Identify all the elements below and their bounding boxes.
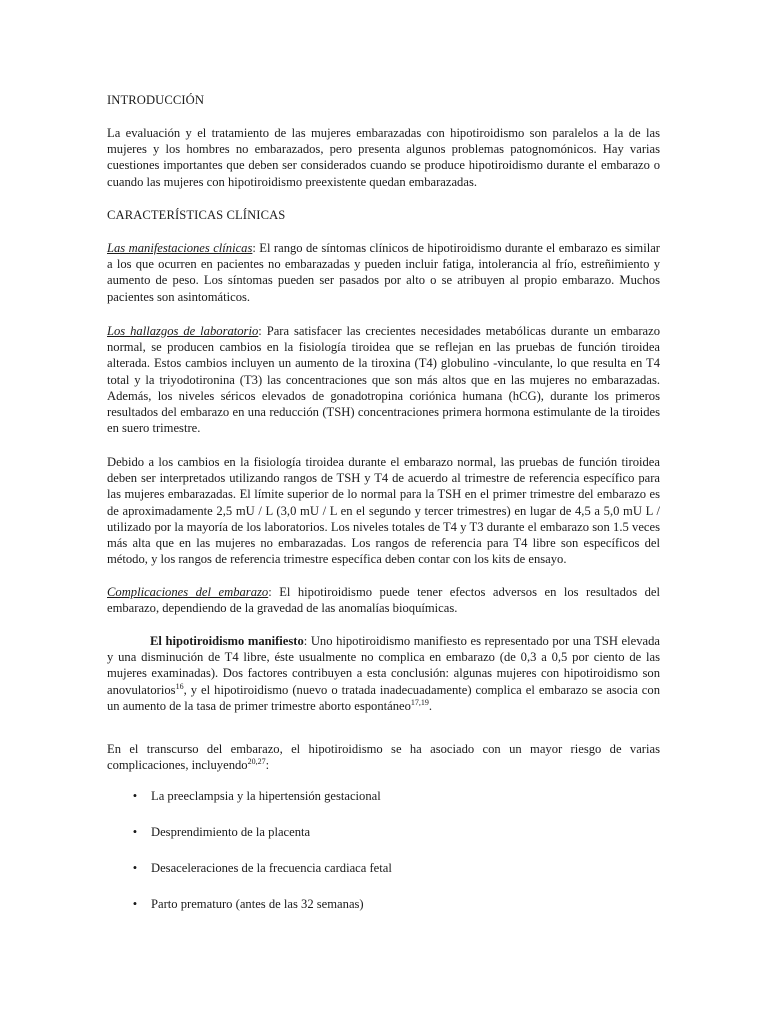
list-item: [107, 824, 660, 840]
overt-text-3: .: [428, 698, 433, 713]
clinical-heading: CARACTERÍSTICAS CLÍNICAS: [107, 208, 286, 222]
bullet-icon: •: [132, 789, 138, 803]
overt-paragraph: [107, 633, 660, 714]
list-item: [107, 788, 660, 804]
complications-paragraph: [107, 584, 660, 616]
complications-lead: Complicaciones del embarazo: [107, 585, 269, 599]
intro-paragraph: La evaluación y el tratamiento de las mujeres embarazadas con hipotiroidismo son paralelos a la de las mujeres y los hombres no embarazados, pero presenta algunos problemas patognomónicos. Hay varias cuestiones importantes que deben ser considerados cuando se produce hipotiroidismo durante el embarazo o cuando las mujeres con hipotiroidismo preexistente quedan embarazadas.: [107, 126, 660, 189]
course-text-2: :: [265, 758, 270, 773]
list-item-text: Parto prematuro (antes de las 32 semanas): [151, 897, 364, 911]
list-item-text: Desaceleraciones de la frecuencia cardiaca fetal: [151, 861, 392, 875]
lab-paragraph: [107, 323, 660, 436]
intro-heading: INTRODUCCIÓN: [107, 93, 205, 107]
manifestations-text: : El rango de síntomas clínicos de hipotiroidismo durante el embarazo es similar a los que ocurren en pacientes no embarazadas y pueden incluir fatiga, intolerancia al frío, estreñimiento y aumento de peso. Los síntomas pueden ser pasados por alto o se atribuyen al propio embarazo. Muchos pacientes son asintomáticos.: [107, 241, 660, 304]
bullet-icon: •: [132, 825, 138, 839]
list-item: [107, 896, 660, 912]
bullet-icon: •: [132, 861, 138, 875]
course-text-1: En el transcurso del embarazo, el hipotiroidismo se ha asociado con un mayor riesgo de varias complicaciones, incluyendo: [107, 742, 660, 773]
complications-text: : El hipotiroidismo puede tener efectos adversos en los resultados del embarazo, dependiendo de la gravedad de las anomalías bioquímicas.: [107, 585, 660, 616]
overt-ref-2: 17,19: [410, 697, 429, 707]
list-item-text: Desprendimiento de la placenta: [151, 825, 311, 839]
changes-paragraph: Debido a los cambios en la fisiología tiroidea durante el embarazo normal, las pruebas de función tiroidea deben ser interpretados utilizando rangos de TSH y T4 de acuerdo al trimestre de referencia específico para las mujeres embarazadas. El límite superior de lo normal para la TSH en el primer trimestre del embarazo es de aproximadamente 2,5 mU / L (3,0 mU / L en el segundo y tercer trimestres) en lugar de 4,5 a 5,0 mU L / utilizado por la mayoría de los laboratorios. Los niveles totales de T4 y T3 durante el embarazo son 1.5 veces más alta que en las mujeres no embarazadas. Los rangos de referencia para T4 libre son específicos del método, y los rangos de referencia trimestre específica deben contar con los kits de ensayo.: [107, 455, 660, 567]
lab-text: : Para satisfacer las crecientes necesidades metabólicas durante un embarazo normal, se producen cambios en la fisiología tiroidea que se reflejan en las pruebas de función tiroidea alterada. Estos cambios incluyen un aumento de la tiroxina (T4) globulino -vinculante, lo que resulta en T4 total y la triyodotironina (T3) las concentraciones que son más altos que en las mujeres no embarazadas. Además, los niveles séricos elevados de gonadotropina coriónica humana (hCG), durante los primeros resultados del embarazo en una reducción (TSH) concentraciones primera hormona estimulante de la tiroides en suero trimestre.: [107, 324, 661, 436]
list-item: [107, 860, 660, 876]
list-item-text: La preeclampsia y la hipertensión gestacional: [151, 789, 381, 803]
course-ref: 20,27: [247, 757, 266, 767]
complications-list: [107, 788, 660, 932]
overt-ref-1: 16: [175, 681, 184, 691]
overt-text-2: , y el hipotiroidismo (nuevo o tratada inadecuadamente) complica el embarazo se asocia con un aumento de la tasa de primer trimestre aborto espontáneo: [107, 682, 660, 713]
lab-lead: Los hallazgos de laboratorio: [107, 324, 259, 338]
bullet-icon: •: [132, 897, 138, 911]
course-paragraph: [107, 741, 660, 773]
overt-text-1: : Uno hipotiroidismo manifiesto es representado por una TSH elevada y una disminución de T4 libre, éste usualmente no complica en embarazo (de 0,3 a 0,5 por ciento de las mujeres examinadas). Dos factores contribuyen a esta conclusión: algunas mujeres con hipotiroidismo son anovulatorios: [107, 634, 660, 697]
manifestations-paragraph: [107, 240, 660, 305]
manifestations-lead: Las manifestaciones clínicas: [107, 241, 253, 255]
overt-lead: El hipotiroidismo manifiesto: [150, 634, 304, 648]
